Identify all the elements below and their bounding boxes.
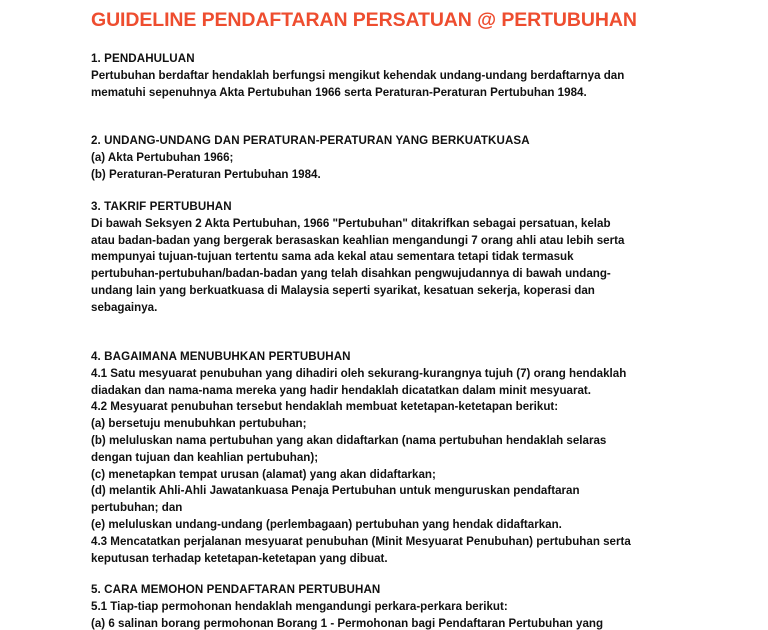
paragraph-line: mematuhi sepenuhnya Akta Pertubuhan 1966 serta Peraturan-Peraturan Pertubuhan 1984. xyxy=(91,86,587,99)
paragraph-line: mempunyai tujuan-tujuan tertentu sama ada kekal atau sementara tetapi tidak termasuk xyxy=(91,251,574,264)
paragraph-line: undang lain yang berkuatkuasa di Malaysia seperti syarikat, kesatuan sekerja, koperasi dan xyxy=(91,284,595,297)
section-heading: 3. TAKRIF PERTUBUHAN xyxy=(91,201,232,213)
paragraph-line: diadakan dan nama-nama mereka yang hadir hendaklah dicatatkan dalam minit mesyuarat. xyxy=(91,384,591,397)
paragraph-line: (c) menetapkan tempat urusan (alamat) yang akan didaftarkan; xyxy=(91,468,436,481)
paragraph-line: (b) meluluskan nama pertubuhan yang akan didaftarkan (nama pertubuhan hendaklah selaras xyxy=(91,434,607,447)
paragraph-line: (a) 6 salinan borang permohonan Borang 1 - Permohonan bagi Pendaftaran Pertubuhan yang xyxy=(91,617,604,630)
paragraph-line: Di bawah Seksyen 2 Akta Pertubuhan, 1966 "Pertubuhan" ditakrifkan sebagai persatuan, kelab xyxy=(91,217,611,230)
paragraph-line: sebagainya. xyxy=(91,301,158,314)
paragraph-line: pertubuhan-pertubuhan/badan-badan yang telah disahkan pengwujudannya di bawah undang- xyxy=(91,268,611,281)
paragraph-line: Pertubuhan berdaftar hendaklah berfungsi mengikut kehendak undang-undang berdaftarnya dan xyxy=(91,69,625,82)
paragraph-line: (e) meluluskan undang-undang (perlembagaan) pertubuhan yang hendak didaftarkan. xyxy=(91,518,562,531)
paragraph-line: atau badan-badan yang bergerak berasaskan keahlian mengandungi 7 orang ahli atau lebih serta xyxy=(91,234,625,247)
paragraph-line: dengan tujuan dan keahlian pertubuhan); xyxy=(91,451,319,464)
paragraph-line: (b) Peraturan-Peraturan Pertubuhan 1984. xyxy=(91,168,321,181)
paragraph-line: pertubuhan; dan xyxy=(91,502,183,515)
paragraph-line: 5.1 Tiap-tiap permohonan hendaklah mengandungi perkara-perkara berikut: xyxy=(91,600,508,613)
paragraph-line: 4.1 Satu mesyuarat penubuhan yang dihadiri oleh sekurang-kurangnya tujuh (7) orang hendaklah xyxy=(91,367,627,380)
section-heading: 2. UNDANG-UNDANG DAN PERATURAN-PERATURAN YANG BERKUATKUASA xyxy=(91,135,530,147)
section-heading: 4. BAGAIMANA MENUBUHKAN PERTUBUHAN xyxy=(91,351,351,363)
paragraph-line: 4.3 Mencatatkan perjalanan mesyuarat penubuhan (Minit Mesyuarat Penubuhan) pertubuhan serta xyxy=(91,535,631,548)
document-title: GUIDELINE PENDAFTARAN PERSATUAN @ PERTUBUHAN xyxy=(91,9,637,31)
paragraph-line: (d) melantik Ahli-Ahli Jawatankuasa Penaja Pertubuhan untuk menguruskan pendaftaran xyxy=(91,485,580,498)
paragraph-line: (a) bersetuju menubuhkan pertubuhan; xyxy=(91,418,307,431)
paragraph-line: (a) Akta Pertubuhan 1966; xyxy=(91,151,234,164)
section-undang-undang xyxy=(91,133,761,183)
section-pendahuluan xyxy=(91,51,761,101)
paragraph-line: keputusan terhadap ketetapan-ketetapan yang dibuat. xyxy=(91,552,388,565)
paragraph-line: 4.2 Mesyuarat penubuhan tersebut hendaklah membuat ketetapan-ketetapan berikut: xyxy=(91,401,559,414)
section-cara-memohon xyxy=(91,582,761,630)
section-heading: 5. CARA MEMOHON PENDAFTARAN PERTUBUHAN xyxy=(91,584,381,596)
section-menubuhkan-pertubuhan xyxy=(91,349,761,567)
section-takrif-pertubuhan xyxy=(91,199,761,317)
section-heading: 1. PENDAHULUAN xyxy=(91,53,195,65)
